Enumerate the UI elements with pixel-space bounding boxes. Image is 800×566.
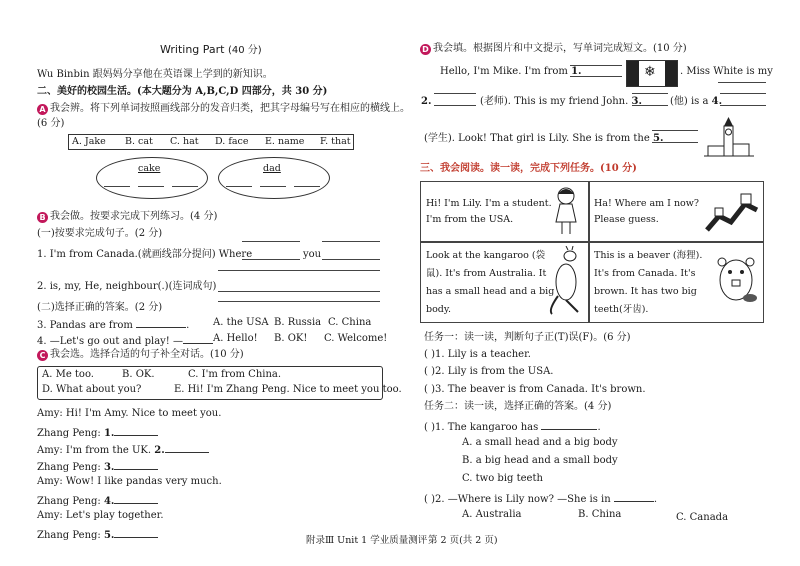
answer-line[interactable] [322, 259, 380, 260]
section-a-score: (6 分) [37, 118, 65, 129]
task2-heading: 任务二：读一读，选择正确的答案。(4 分) [424, 401, 612, 412]
key-word-dad: dad [263, 163, 281, 174]
option-b4-a: A. Hello! [213, 333, 258, 344]
task1-q2: ( )2. Lily is from the USA. [424, 366, 554, 377]
section-b-sub2: (二)选择正确的答案。(2 分) [37, 302, 163, 313]
dialogue-line: Amy: Wow! I like pandas very much. [37, 476, 222, 487]
cell1-line1: Hi! I'm Lily. I'm a student. [426, 198, 552, 209]
option-c-a: A. Me too. [42, 369, 94, 380]
girl-icon [550, 186, 582, 236]
cell3-line3: has a small head and a big [426, 286, 555, 297]
option-c-b: B. OK. [122, 369, 155, 380]
question-b4: 4. —Let's go out and play! — [37, 334, 213, 347]
part2-heading: 二、美好的校园生活。(本大题分为 A,B,C,D 四部分，共 30 分) [37, 86, 328, 97]
answer-line[interactable] [114, 460, 158, 470]
kangaroo-icon [548, 246, 584, 316]
task1-q1: ( )1. Lily is a teacher. [424, 349, 531, 360]
option-b4-b: B. OK! [274, 333, 308, 344]
beaver-icon [716, 248, 758, 304]
word-b: B. cat [125, 136, 153, 147]
dialogue-line: Amy: I'm from the UK. 2. [37, 443, 209, 456]
answer-line[interactable] [718, 82, 766, 83]
cell1-line2: I'm from the USA. [426, 214, 514, 225]
question-b1-you: you [303, 249, 322, 260]
task2-q2-b: B. China [578, 509, 622, 520]
word-e: E. name [265, 136, 305, 147]
d-line1b: . Miss White is my [680, 66, 773, 77]
answer-line[interactable] [138, 186, 164, 187]
word-box [68, 134, 354, 150]
word-d: D. face [215, 136, 249, 147]
question-b3: 3. Pandas are from . [37, 320, 190, 331]
task2-q1-b: B. a big head and a small body [462, 455, 618, 466]
answer-line[interactable] [218, 301, 380, 302]
badge-a-icon: A [37, 104, 48, 115]
badge-c-icon: C [37, 350, 48, 361]
answer-line[interactable] [434, 93, 476, 94]
answer-line[interactable] [114, 528, 158, 538]
cell4-line2: It's from Canada. It's [594, 268, 696, 279]
dialogue-line: Amy: Let's play together. [37, 510, 164, 521]
dialogue-line: Amy: Hi! I'm Amy. Nice to meet you. [37, 408, 222, 419]
cell3-line4: body. [426, 304, 452, 315]
task2-q2: ( )2. —Where is Lily now? —She is in . [424, 494, 658, 505]
answer-line[interactable] [260, 186, 286, 187]
answer-line[interactable] [652, 142, 698, 143]
task1-q3: ( )3. The beaver is from Canada. It's brown. [424, 384, 646, 395]
answer-line[interactable] [104, 186, 130, 187]
cell2-line1: Ha! Where am I now? [594, 198, 700, 209]
section-b-sub1: (一)按要求完成句子。(2 分) [37, 228, 163, 239]
option-b3-b: B. Russia [274, 317, 322, 328]
question-b1: 1. I'm from Canada.(就画线部分提问) Where [37, 249, 253, 260]
d-line1: Hello, I'm Mike. I'm from 1. [440, 66, 582, 77]
section-a-instruction: A 我会辨。将下列单词按照画线部分的发音归类，把其字母编号写在相应的横线上。 [37, 104, 410, 115]
answer-line[interactable] [172, 186, 198, 187]
answer-line[interactable] [570, 65, 622, 66]
task2-q2-c: C. Canada [676, 512, 729, 523]
badge-b-icon: B [37, 212, 48, 223]
option-b4-c: C. Welcome! [324, 333, 388, 344]
canada-flag-icon: ❄ [626, 60, 678, 87]
word-f: F. that [320, 136, 351, 147]
answer-line[interactable] [114, 426, 158, 436]
great-wall-icon [705, 186, 759, 236]
task2-q1-a: A. a small head and a big body [462, 437, 618, 448]
answer-line[interactable] [165, 443, 209, 453]
word-a: A. Jake [72, 136, 106, 147]
badge-d-icon: D [420, 44, 431, 55]
task1-heading: 任务一：读一读，判断句子正(T)误(F)。(6 分) [424, 332, 631, 343]
answer-line[interactable] [218, 270, 380, 271]
footer-text: 附录Ⅲ Unit 1 学业质量测评 [306, 535, 428, 546]
dialogue-line: Zhang Peng: 1. [37, 426, 158, 439]
big-ben-icon [704, 116, 754, 160]
cell3-line1: Look at the kangaroo (袋 [426, 250, 546, 261]
answer-line[interactable] [218, 291, 380, 292]
section-title: Writing Part (40 分) [160, 43, 262, 56]
dialogue-line: Zhang Peng: 3. [37, 460, 158, 473]
task2-q1: ( )1. The kangaroo has . [424, 422, 601, 433]
option-b3-c: C. China [328, 317, 372, 328]
task2-q1-c: C. two big teeth [462, 473, 543, 484]
key-word-cake: cake [138, 163, 161, 174]
d-line2a: (老师). This is my friend John. 3. [480, 96, 642, 107]
section-d-instruction: D 我会填。根据图片和中文提示，写单词完成短文。(10 分) [420, 44, 687, 55]
d-line3: (学生). Look! That girl is Lily. She is from the 5. [424, 133, 664, 144]
option-c-c: C. I'm from China. [188, 369, 282, 380]
d-num2: 2. [421, 96, 432, 107]
word-c: C. hat [170, 136, 199, 147]
cell4-line1: This is a beaver (海狸). [594, 250, 703, 261]
cell3-line2: 鼠). It's from Australia. It [426, 268, 547, 279]
answer-line[interactable] [434, 105, 476, 106]
intro-text: Wu Binbin 跟妈妈分享他在英语课上学到的新知识。 [37, 69, 273, 80]
answer-line[interactable] [242, 241, 300, 242]
answer-line[interactable] [114, 494, 158, 504]
answer-line[interactable] [226, 186, 252, 187]
option-b3-a: A. the USA [213, 317, 269, 328]
section-c-instruction: C 我会选。选择合适的句子补全对话。(10 分) [37, 350, 244, 361]
answer-line[interactable] [322, 241, 380, 242]
answer-line[interactable] [632, 105, 668, 106]
cell4-line3: brown. It has two big [594, 286, 697, 297]
option-c-d: D. What about you? [42, 384, 142, 395]
answer-line[interactable] [632, 93, 668, 94]
answer-line[interactable] [242, 259, 300, 260]
part3-heading: 三、我会阅读。读一读，完成下列任务。(10 分) [420, 163, 637, 174]
option-c-e: E. Hi! I'm Zhang Peng. Nice to meet you too. [174, 384, 402, 395]
d-line2b: (他) is a 4. [670, 96, 723, 107]
cell4-line4: teeth(牙齿). [594, 304, 649, 315]
section-b-instruction: B 我会做。按要求完成下列练习。(4 分) [37, 212, 217, 223]
answer-line[interactable] [294, 186, 320, 187]
dialogue-line: Zhang Peng: 4. [37, 494, 158, 507]
question-b2: 2. is, my, He, neighbour(.)(连词成句) [37, 281, 217, 292]
dialogue-line: Zhang Peng: 5. [37, 528, 158, 541]
answer-line[interactable] [720, 105, 766, 106]
cell2-line2: Please guess. [594, 214, 659, 225]
answer-line[interactable] [652, 130, 698, 131]
task2-q2-a: A. Australia [462, 509, 522, 520]
page-number: 第 2 页(共 2 页) [428, 535, 498, 546]
answer-line[interactable] [570, 76, 622, 77]
answer-line[interactable] [720, 93, 766, 94]
